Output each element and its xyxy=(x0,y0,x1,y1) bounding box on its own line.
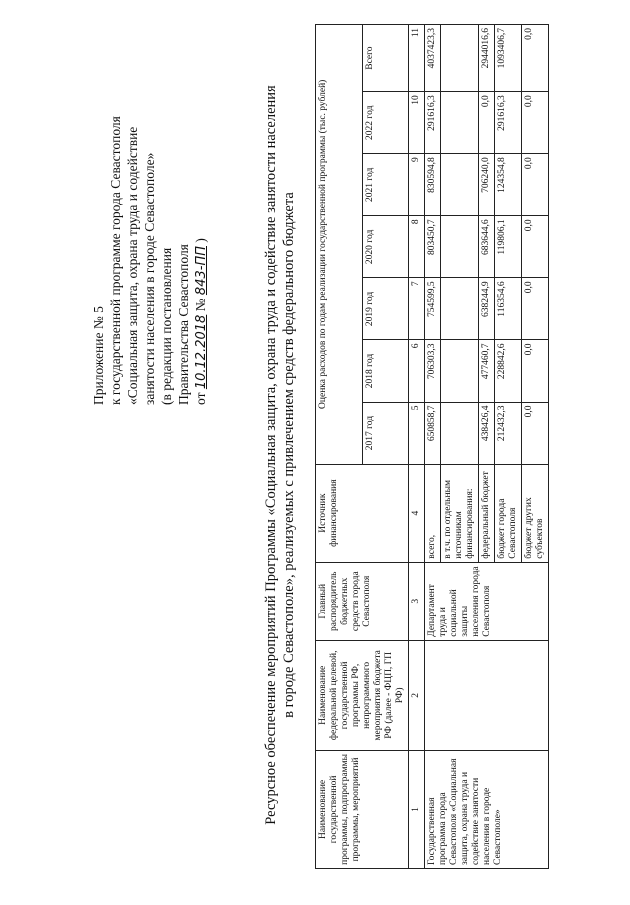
title-line-1: Ресурсное обеспечение мероприятий Программы «Социальная защита, охрана труда и содействие занятости населения xyxy=(263,85,279,825)
handwritten-date: 10.12.2018 xyxy=(194,314,209,390)
appendix-date-line xyxy=(192,5,210,405)
value-cell: 650858,7 xyxy=(425,402,441,464)
header-year: 2020 год xyxy=(362,216,409,278)
value-cell: 706303,3 xyxy=(425,340,441,402)
distributor-cell: Департамент труда и социальной защиты населения города Севастополя xyxy=(425,562,549,640)
header-funding-source: Источник финансирования xyxy=(316,464,409,562)
value-cell xyxy=(441,92,479,154)
column-index: 10 xyxy=(409,92,425,154)
column-index: 8 xyxy=(409,216,425,278)
resource-table xyxy=(315,24,549,869)
value-cell xyxy=(441,278,479,340)
fcp-name-cell xyxy=(425,640,549,750)
title-line-2: в городе Севастополе», реализуемых с привлечением средств федерального бюджета xyxy=(281,192,297,718)
value-cell xyxy=(441,154,479,216)
column-index: 5 xyxy=(409,402,425,464)
value-cell xyxy=(441,216,479,278)
appendix-line: занятости населения в городе Севастополе» xyxy=(142,152,157,405)
source-cell: всего, xyxy=(425,464,441,562)
program-name-cell: Государственная программа города Севастополя «Социальная защита, охрана труда и содействие занятости населения в городе Севастополе» xyxy=(425,750,549,868)
source-cell: бюджет других субъектов xyxy=(522,464,549,562)
total-cell: 0,0 xyxy=(522,25,549,92)
value-cell: 228842,6 xyxy=(495,340,522,402)
number-label: № xyxy=(193,295,208,315)
value-cell: 0,0 xyxy=(522,154,549,216)
source-cell: бюджет города Севастополя xyxy=(495,464,522,562)
total-cell: 2944016,6 xyxy=(479,25,495,92)
header-year: 2021 год xyxy=(362,154,409,216)
value-cell: 683644,6 xyxy=(479,216,495,278)
appendix-line: Приложение № 5 xyxy=(91,306,106,405)
value-cell: 0,0 xyxy=(522,402,549,464)
value-cell: 0,0 xyxy=(522,216,549,278)
closing-paren: ) xyxy=(193,238,208,246)
header-total: Всего xyxy=(362,25,409,92)
header-year: 2022 год xyxy=(362,92,409,154)
total-cell xyxy=(441,25,479,92)
source-cell: в т.ч. по отдельным источникам финансирования: xyxy=(441,464,479,562)
header-fcp-name: Наименование федеральной целевой, государственной программы РФ, непрограммного мероприятия бюджета РФ (далее - ФЦП, ГП РФ) xyxy=(316,640,409,750)
value-cell: 119806,1 xyxy=(495,216,522,278)
value-cell: 0,0 xyxy=(522,340,549,402)
date-prefix: от xyxy=(193,389,208,405)
source-cell: федеральный бюджет xyxy=(479,464,495,562)
value-cell: 477460,7 xyxy=(479,340,495,402)
column-index: 1 xyxy=(409,750,425,868)
appendix-line: (в редакции постановления xyxy=(159,247,174,405)
column-index: 2 xyxy=(409,640,425,750)
column-index: 6 xyxy=(409,340,425,402)
header-expense-estimate: Оценка расходов по годам реализации государственной программы (тыс. рублей) xyxy=(316,25,363,465)
column-index: 11 xyxy=(409,25,425,92)
value-cell: 116354,6 xyxy=(495,278,522,340)
header-program-name: Наименование государственной программы, подпрограммы программы, мероприятий xyxy=(316,750,409,868)
header-distributor: Главный распорядитель бюджетных средств города Севастополя xyxy=(316,562,409,640)
header-row-1 xyxy=(316,25,363,869)
value-cell: 706240,0 xyxy=(479,154,495,216)
column-index: 4 xyxy=(409,464,425,562)
appendix-line: Правительства Севастополя xyxy=(176,244,191,405)
header-year: 2019 год xyxy=(362,278,409,340)
column-index: 9 xyxy=(409,154,425,216)
value-cell: 0,0 xyxy=(479,92,495,154)
value-cell: 754599,5 xyxy=(425,278,441,340)
value-cell: 0,0 xyxy=(522,278,549,340)
column-index: 7 xyxy=(409,278,425,340)
value-cell: 0,0 xyxy=(522,92,549,154)
index-row xyxy=(409,25,425,869)
document-title xyxy=(262,35,298,875)
header-year: 2018 год xyxy=(362,340,409,402)
table-row xyxy=(425,25,441,869)
value-cell: 438426,4 xyxy=(479,402,495,464)
total-cell: 4037423,3 xyxy=(425,25,441,92)
value-cell: 124354,8 xyxy=(495,154,522,216)
value-cell xyxy=(441,402,479,464)
value-cell: 638244,9 xyxy=(479,278,495,340)
column-index: 3 xyxy=(409,562,425,640)
header-year: 2017 год xyxy=(362,402,409,464)
appendix-block xyxy=(90,5,210,405)
value-cell: 291616,3 xyxy=(425,92,441,154)
value-cell: 212432,3 xyxy=(495,402,522,464)
value-cell: 830594,8 xyxy=(425,154,441,216)
value-cell: 803450,7 xyxy=(425,216,441,278)
total-cell: 1093406,7 xyxy=(495,25,522,92)
appendix-line: «Социальная защита, охрана труда и содействие xyxy=(125,126,140,405)
value-cell xyxy=(441,340,479,402)
appendix-line: к государственной программе города Севастополя xyxy=(108,116,123,405)
value-cell: 291616,3 xyxy=(495,92,522,154)
handwritten-number: 843-ПП xyxy=(194,246,209,296)
